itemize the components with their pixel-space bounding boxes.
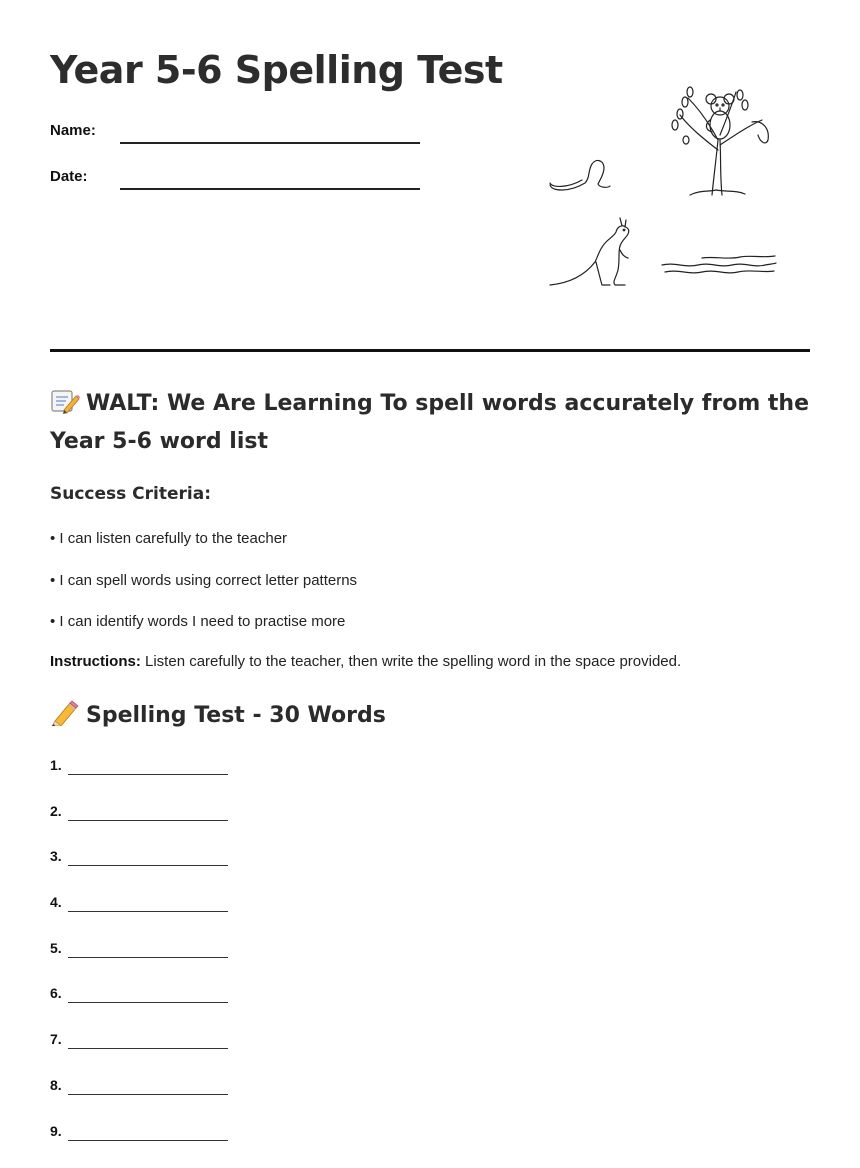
- koala-tree-icon: [672, 87, 768, 195]
- name-label: Name:: [50, 122, 96, 139]
- answer-number: 3.: [50, 848, 68, 864]
- answer-number: 4.: [50, 894, 68, 910]
- answer-blank[interactable]: [68, 774, 228, 775]
- answer-blank[interactable]: [68, 1048, 228, 1049]
- water-waves-icon: [662, 256, 776, 273]
- instructions-text: Listen carefully to the teacher, then write the spelling word in the space provided.: [141, 653, 681, 670]
- pencil-icon: [50, 700, 80, 726]
- answer-blank[interactable]: [68, 957, 228, 958]
- answer-blank[interactable]: [68, 865, 228, 866]
- success-criteria-heading: Success Criteria:: [50, 484, 211, 504]
- answer-row: [50, 803, 68, 849]
- walt-heading: [50, 385, 815, 461]
- name-field[interactable]: [50, 122, 430, 146]
- instructions: [50, 653, 681, 670]
- answer-row: [50, 1123, 68, 1168]
- answer-row: [50, 1031, 68, 1077]
- answer-row: [50, 1077, 68, 1123]
- name-line[interactable]: [120, 142, 420, 144]
- kangaroo-icon: [550, 218, 629, 285]
- answer-number: 8.: [50, 1077, 68, 1093]
- walt-text: WALT: We Are Learning To spell words accurately from the Year 5-6 word list: [50, 391, 809, 454]
- answer-number: 2.: [50, 803, 68, 819]
- date-line[interactable]: [120, 188, 420, 190]
- answer-row: [50, 848, 68, 894]
- answer-number: 5.: [50, 940, 68, 956]
- spelling-test-title: Spelling Test - 30 Words: [86, 703, 386, 728]
- answer-blank[interactable]: [68, 911, 228, 912]
- criteria-item: • I can identify words I need to practise more: [50, 611, 357, 653]
- criteria-item: • I can spell words using correct letter patterns: [50, 570, 357, 612]
- date-label: Date:: [50, 168, 88, 185]
- answer-blank[interactable]: [68, 820, 228, 821]
- answer-number: 9.: [50, 1123, 68, 1139]
- criteria-item: • I can listen carefully to the teacher: [50, 528, 357, 570]
- answer-row: [50, 894, 68, 940]
- instructions-label: Instructions:: [50, 653, 141, 670]
- answer-row: [50, 940, 68, 986]
- answer-blank[interactable]: [68, 1140, 228, 1141]
- date-field[interactable]: [50, 168, 430, 192]
- answer-blank[interactable]: [68, 1002, 228, 1003]
- spelling-test-heading: [50, 700, 386, 728]
- header-divider: [50, 349, 810, 352]
- answer-list: [50, 757, 68, 1168]
- page-title: Year 5-6 Spelling Test: [50, 48, 503, 92]
- answer-number: 6.: [50, 985, 68, 1001]
- australian-animals-illustration: [540, 80, 790, 300]
- success-criteria-list: [50, 528, 357, 653]
- snake-icon: [550, 161, 610, 191]
- answer-number: 1.: [50, 757, 68, 773]
- answer-blank[interactable]: [68, 1094, 228, 1095]
- answer-row: [50, 757, 68, 803]
- memo-icon: [50, 388, 80, 414]
- answer-row: [50, 985, 68, 1031]
- answer-number: 7.: [50, 1031, 68, 1047]
